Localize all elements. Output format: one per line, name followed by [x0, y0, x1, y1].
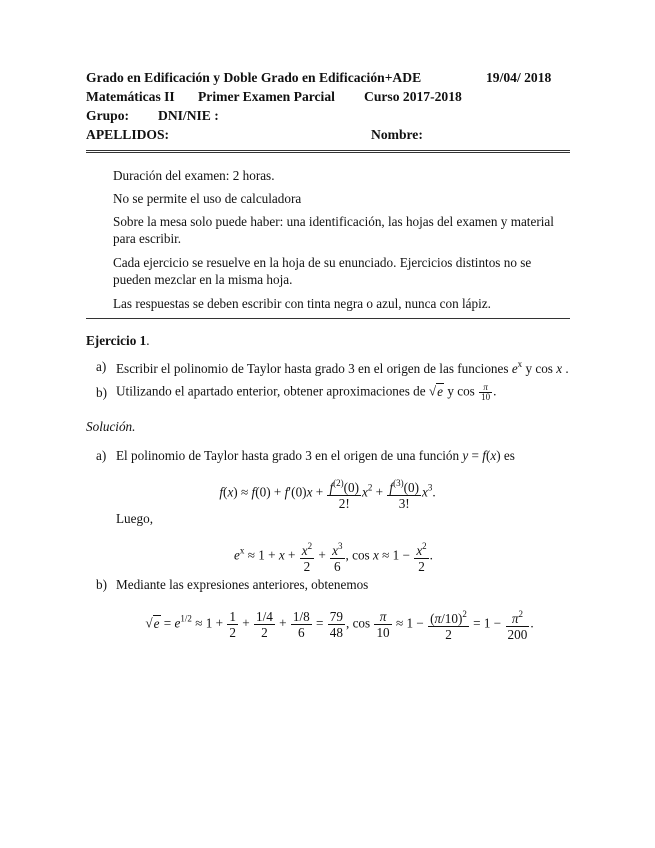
exercise-b-text [116, 383, 496, 402]
math-symbol: f [329, 480, 334, 495]
fraction [227, 609, 238, 640]
math-symbol: x [372, 547, 379, 563]
math-superscript: 3 [427, 482, 433, 493]
math-text: 2 [229, 625, 236, 640]
fraction [428, 607, 469, 642]
math-text: ( [223, 484, 228, 500]
solution-title-text: Solución [86, 419, 133, 434]
math-text: 1/4 [256, 609, 273, 624]
math-text: 2 [418, 559, 425, 574]
math-text: + [238, 615, 253, 631]
sqrt-sign: √ [145, 615, 153, 631]
numerator [291, 609, 312, 625]
math-text: ) ≈ [233, 484, 252, 500]
math-symbol: f [284, 484, 289, 500]
denominator [387, 496, 421, 511]
degree-title: Grado en Edificación y Doble Grado en Edificación+ADE [86, 70, 422, 85]
numerator [254, 609, 275, 625]
math-symbol: x [490, 448, 497, 463]
math-text: = [160, 615, 175, 631]
math-text: ( [485, 448, 491, 463]
fraction [327, 476, 361, 511]
dni-label: DNI/NIE : [158, 108, 219, 123]
numerator [300, 539, 314, 559]
exercise-title [86, 333, 149, 349]
header-divider [86, 150, 570, 153]
exercise-b-label: b) [96, 385, 107, 400]
math-text: + [372, 484, 387, 500]
math-symbol: x [227, 484, 234, 500]
math-superscript: (3) [393, 478, 404, 488]
numerator [328, 609, 345, 625]
approximation-formula [0, 607, 655, 642]
math-text: El polinomio de Taylor hasta grado 3 en el origen de una función [116, 448, 463, 463]
denominator [227, 625, 238, 640]
fraction [387, 476, 421, 511]
math-text: ( [430, 611, 435, 626]
denominator [328, 625, 345, 640]
math-text: 79 [329, 609, 343, 624]
math-text: 10 [481, 392, 491, 402]
math-text: 200 [507, 627, 528, 642]
sqrt-sign: √ [428, 383, 437, 399]
denominator [291, 625, 312, 640]
math-text: 3! [398, 496, 410, 511]
fraction [374, 609, 391, 640]
math-text: 1 [229, 609, 236, 624]
math-symbol: π [434, 611, 442, 626]
fraction [291, 609, 312, 640]
math-text: . [493, 383, 497, 399]
math-text: . [432, 484, 436, 500]
math-text: , cos [345, 615, 374, 631]
denominator [374, 625, 391, 640]
denominator [254, 625, 275, 640]
math-symbol: f [482, 448, 486, 463]
subject: Matemáticas II [86, 89, 175, 104]
math-symbol: π [483, 382, 488, 392]
exam-date: 19/04/ 2018 [486, 70, 552, 85]
math-superscript: 2 [422, 541, 427, 551]
numerator [330, 539, 344, 559]
denominator [330, 559, 344, 574]
denominator [327, 496, 361, 511]
math-superscript: x [517, 359, 523, 369]
math-text: 2 [445, 627, 452, 642]
math-text: . [562, 361, 569, 376]
numerator [374, 609, 391, 625]
math-text: + [312, 484, 327, 500]
math-superscript: 3 [338, 541, 343, 551]
solution-title-dot: . [132, 419, 136, 434]
math-text: ≈ 1 + [191, 615, 227, 631]
math-text: = [312, 615, 327, 631]
math-symbol: π [511, 611, 519, 626]
math-text: + [275, 615, 290, 631]
math-symbol: x [362, 484, 368, 500]
math-text: + [284, 547, 299, 563]
math-superscript: 2 [367, 482, 373, 493]
fraction [254, 609, 275, 640]
taylor-formula [0, 476, 655, 511]
math-text: = [468, 448, 483, 463]
math-text: ≈ 1 − [392, 615, 428, 631]
math-symbol: e [234, 547, 240, 563]
math-superscript: x [239, 545, 245, 556]
math-text: (0) [403, 480, 419, 495]
exercise-title-dot: . [146, 333, 150, 348]
math-symbol: x [306, 484, 313, 500]
math-text: (0) [343, 480, 360, 495]
fraction [330, 539, 344, 574]
math-text: Utilizando el apartado enterior, obtener aproximaciones de [116, 383, 429, 399]
instruction: Sobre la mesa solo puede haber: una identificación, las hojas del examen y material para escribir. [113, 214, 554, 246]
denominator [414, 559, 428, 574]
math-text: ) es [496, 448, 515, 463]
numerator [227, 609, 238, 625]
math-text: 10 [376, 625, 390, 640]
exercise-title-text: Ejercicio 1 [86, 333, 147, 348]
math-symbol: e [153, 615, 160, 631]
math-symbol: x [421, 484, 428, 500]
math-text: 2! [338, 496, 350, 511]
math-symbol: x [332, 543, 338, 558]
math-superscript: (2) [333, 478, 344, 488]
math-symbol: e [511, 361, 518, 376]
math-text: + [315, 547, 330, 563]
sqrt-radicand [436, 383, 444, 399]
group-label: Grupo: [86, 108, 130, 123]
numerator [428, 607, 469, 627]
exam-name: Primer Examen Parcial [198, 89, 335, 104]
fraction [479, 383, 492, 402]
denominator [479, 393, 492, 402]
math-symbol: x [301, 543, 308, 558]
math-symbol: π [379, 609, 387, 624]
solution-a-text [116, 448, 515, 464]
math-text: . [530, 615, 534, 631]
math-symbol: x [416, 543, 423, 558]
solution-title [86, 419, 135, 435]
math-symbol: f [389, 480, 394, 495]
math-symbol: f [219, 484, 224, 500]
math-text: 2 [261, 625, 268, 640]
numerator [387, 476, 421, 496]
instructions-divider [86, 318, 570, 319]
numerator [506, 607, 530, 627]
math-text: y cos [522, 361, 557, 376]
math-text: /10) [441, 611, 463, 626]
math-symbol: e [437, 383, 444, 399]
math-superscript: 2 [462, 609, 467, 619]
fraction [506, 607, 530, 642]
course: Curso 2017-2018 [364, 89, 462, 104]
math-text: 6 [334, 559, 341, 574]
numerator [327, 476, 361, 496]
solution-b-text [116, 577, 368, 593]
solution-b-label: b) [96, 577, 107, 592]
math-text: 2 [303, 559, 311, 574]
instruction: Duración del examen: 2 horas. [113, 168, 275, 183]
surname-label: APELLIDOS: [86, 127, 170, 142]
instruction: Cada ejercicio se resuelve en la hoja de su enunciado. Ejercicios distintos no se pueden mezclar en la misma hoja. [113, 255, 532, 287]
math-text: 6 [298, 625, 305, 640]
math-symbol: y [462, 448, 469, 463]
numerator [414, 539, 428, 559]
math-text: , cos [345, 547, 373, 563]
math-symbol: e [174, 615, 181, 631]
math-text: = 1 − [469, 615, 505, 631]
instruction: No se permite el uso de calculadora [113, 191, 302, 206]
fraction [328, 609, 345, 640]
fraction [414, 539, 428, 574]
math-text: ′(0) [288, 484, 307, 500]
denominator [506, 627, 530, 642]
math-superscript: 2 [307, 541, 313, 551]
math-text: 48 [329, 625, 343, 640]
solution-a-label: a) [96, 448, 107, 463]
math-text: y cos [444, 383, 479, 399]
math-text: ≈ 1 − [378, 547, 414, 563]
exercise-a-label: a) [96, 359, 107, 374]
math-text: (0) + [255, 484, 285, 500]
math-symbol: x [278, 547, 285, 563]
math-superscript: 2 [518, 609, 523, 619]
math-symbol: f [251, 484, 256, 500]
exercise-a-text [116, 359, 569, 377]
math-text: Escribir el polinomio de Taylor hasta grado 3 en el origen de las funciones [116, 361, 512, 376]
fraction [300, 539, 314, 574]
math-symbol: x [556, 361, 563, 376]
denominator [300, 559, 314, 574]
math-superscript: 1/2 [180, 613, 192, 624]
exp-cos-formula [0, 539, 655, 574]
math-text: Mediante las expresiones anteriores, obtenemos [116, 577, 369, 592]
math-text: 1/8 [292, 609, 310, 624]
denominator [428, 627, 469, 642]
instruction: Las respuestas se deben escribir con tinta negra o azul, nunca con lápiz. [113, 296, 491, 311]
luego-text: Luego, [116, 511, 153, 526]
math-text: . [429, 547, 433, 563]
name-label: Nombre: [371, 127, 423, 142]
sqrt-radicand [153, 615, 161, 631]
math-text: ≈ 1 + [244, 547, 279, 563]
